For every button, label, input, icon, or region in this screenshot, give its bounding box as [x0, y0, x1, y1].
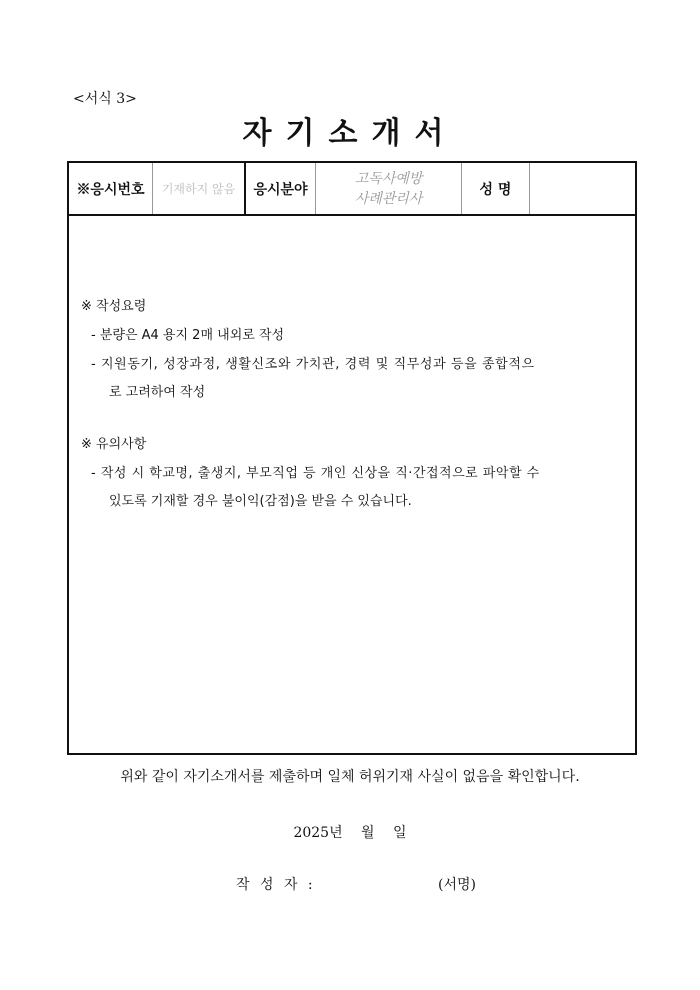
guide-heading: ※ 작성요령 — [81, 299, 147, 314]
signature-label: (서명) — [438, 877, 476, 893]
guide-item: - 지원동기, 성장과정, 생활신조와 가치관, 경력 및 직무성과 등을 종합적으 — [91, 357, 535, 372]
name-label: 성 명 — [462, 163, 529, 216]
form-number-label: <서식 3> — [73, 91, 137, 107]
field-label: 응시분야 — [246, 163, 315, 216]
caution-item: 있도록 기재할 경우 불이익(감점)을 받을 수 있습니다. — [109, 494, 412, 509]
declaration-text: 위와 같이 자기소개서를 제출하며 일체 허위기재 사실이 없음을 확인합니다. — [120, 769, 580, 785]
name-field[interactable] — [530, 163, 635, 216]
guide-item: 로 고려하여 작성 — [109, 385, 206, 400]
date-line: 2025년 월 일 — [293, 825, 407, 841]
page-title: 자기소개서 — [242, 116, 458, 151]
self-introduction-table — [67, 161, 637, 755]
applicant-number-label: ※응시번호 — [69, 163, 152, 216]
field-value-line2: 사례관리사 — [354, 190, 423, 207]
writer-label: 작 성 자 : — [236, 877, 316, 893]
caution-item: - 작성 시 학교명, 출생지, 부모직업 등 개인 신상을 직·간접적으로 파악할 수 — [91, 466, 540, 481]
field-value[interactable] — [316, 163, 461, 216]
caution-heading: ※ 유의사항 — [81, 437, 147, 452]
guide-item: - 분량은 A4 용지 2매 내외로 작성 — [91, 328, 285, 343]
applicant-number-field[interactable]: 기재하지 않음 — [153, 163, 244, 216]
field-value-line1: 고독사예방 — [354, 170, 423, 187]
